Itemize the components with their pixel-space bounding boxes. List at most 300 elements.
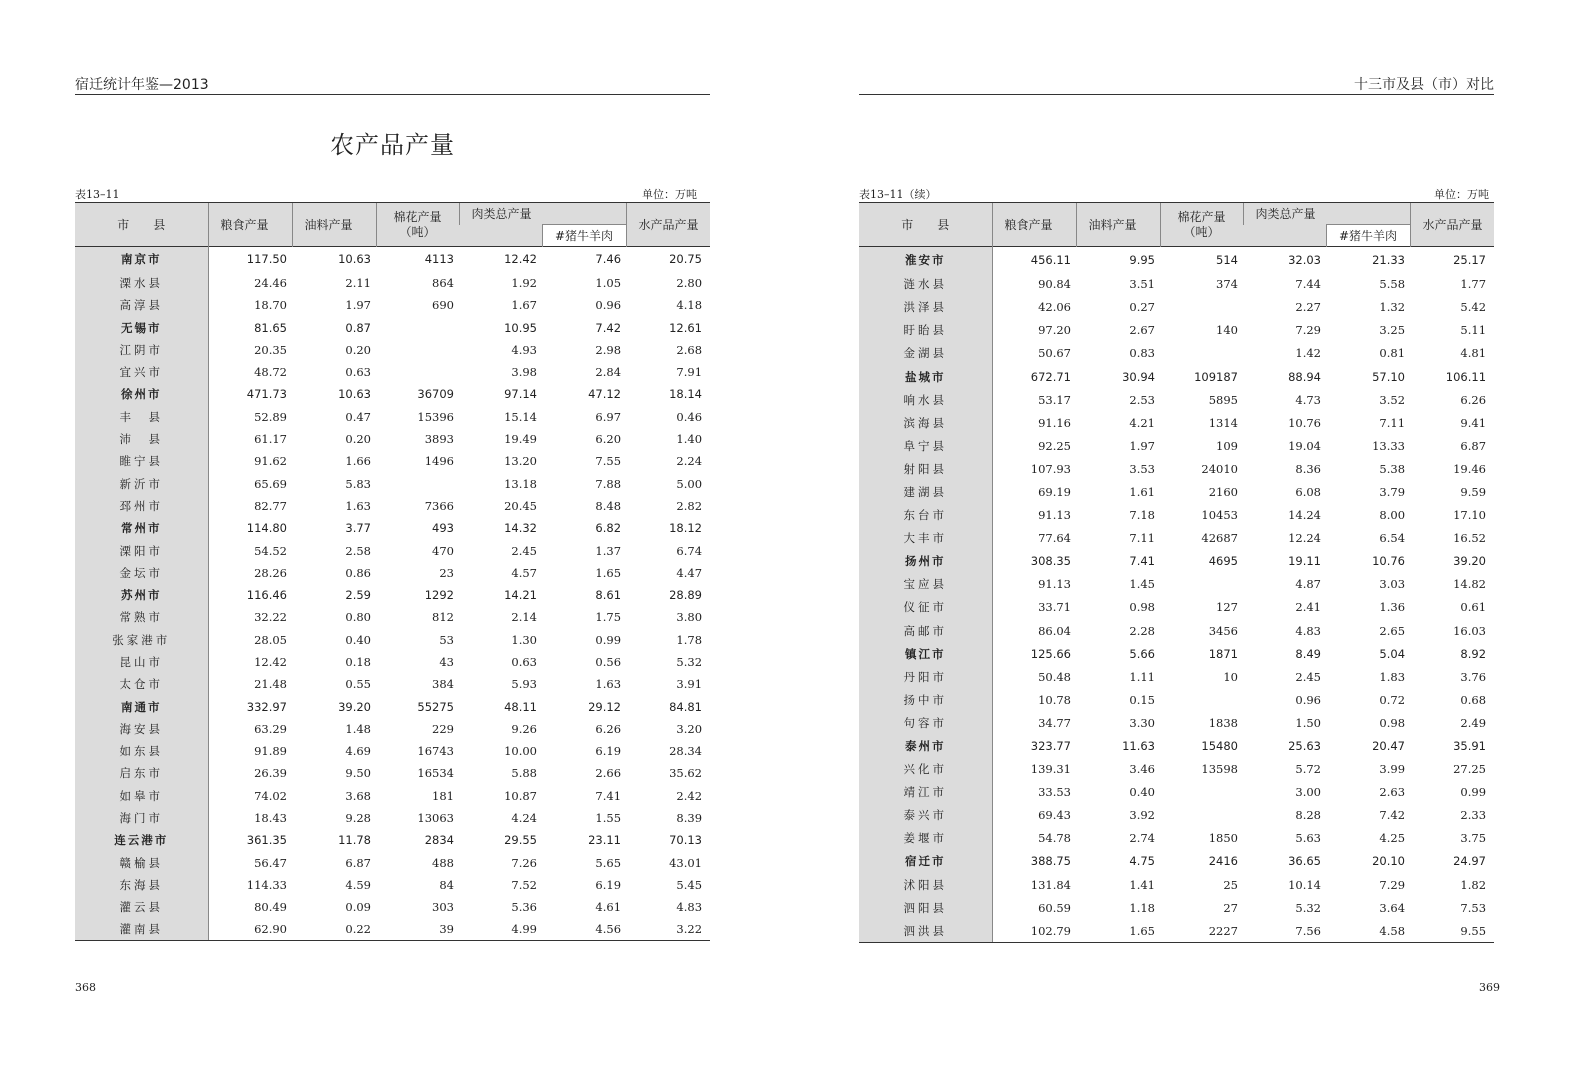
cell-grain: 361.35 xyxy=(246,833,287,848)
cell-grain: 34.77 xyxy=(1038,715,1071,730)
table-row-county xyxy=(859,619,1494,642)
cell-aquatic: 17.10 xyxy=(1453,508,1487,523)
row-name: 响水县 xyxy=(859,388,992,411)
cell-meat: 14.21 xyxy=(504,588,537,603)
table-row-county xyxy=(75,651,710,673)
cell-cotton xyxy=(376,472,459,494)
row-name: 沛 县 xyxy=(75,428,208,450)
row-name: 宜兴市 xyxy=(75,361,208,383)
cell-pork-beef-mutton: 0.72 xyxy=(1379,692,1406,707)
cell-oil: 0.20 xyxy=(345,432,371,447)
running-head-right: 十三市及县（市）对比 xyxy=(1354,77,1494,93)
cell-cotton: 140 xyxy=(1216,323,1238,338)
cell-oil: 1.41 xyxy=(1129,877,1155,892)
cell-pork-beef-mutton: 1.65 xyxy=(595,565,622,580)
cell-cotton xyxy=(1160,573,1243,596)
table-row-city xyxy=(859,642,1494,665)
table-row-city xyxy=(75,695,710,717)
cell-pork-beef-mutton: 4.58 xyxy=(1326,919,1410,942)
table-row-county xyxy=(859,342,1494,365)
cell-cotton: 488 xyxy=(432,855,454,870)
cell-meat: 1.50 xyxy=(1295,715,1321,730)
cell-oil: 4.21 xyxy=(1129,415,1155,430)
cell-cotton xyxy=(376,316,459,338)
cell-meat: 48.11 xyxy=(504,699,537,714)
cell-aquatic: 106.11 xyxy=(1445,369,1487,384)
cell-grain: 54.78 xyxy=(1038,831,1071,846)
cell-oil: 1.61 xyxy=(1129,484,1155,499)
cell-grain: 388.75 xyxy=(1030,854,1071,869)
cell-pork-beef-mutton: 6.19 xyxy=(595,877,622,892)
row-name: 泰州市 xyxy=(859,734,992,757)
right-page xyxy=(793,0,1587,1077)
cell-grain: 91.13 xyxy=(1038,508,1071,523)
cell-cotton: 514 xyxy=(1216,252,1238,267)
table-row-county xyxy=(859,896,1494,919)
table-row-county xyxy=(859,457,1494,480)
cell-pork-beef-mutton: 47.12 xyxy=(588,387,622,402)
table-row-county xyxy=(75,294,710,316)
cell-oil: 1.11 xyxy=(1129,669,1155,684)
cell-aquatic: 16.52 xyxy=(1453,531,1487,546)
table-row-county xyxy=(75,428,710,450)
cell-cotton: 13063 xyxy=(417,811,454,826)
cell-pork-beef-mutton: 6.82 xyxy=(595,521,622,536)
cell-aquatic: 8.39 xyxy=(676,811,703,826)
cell-oil: 3.46 xyxy=(1129,762,1155,777)
cell-pork-beef-mutton: 5.04 xyxy=(1379,646,1406,661)
cell-aquatic: 1.40 xyxy=(676,432,703,447)
table-row-county xyxy=(75,472,710,494)
cell-cotton: 1314 xyxy=(1208,415,1238,430)
header-grain: 粮食产量 xyxy=(992,203,1076,247)
cell-cotton: 3893 xyxy=(424,432,454,447)
header-grain: 粮食产量 xyxy=(208,203,292,247)
cell-aquatic: 3.75 xyxy=(1460,831,1487,846)
table-row-county xyxy=(75,406,710,428)
cell-meat: 0.63 xyxy=(511,654,537,669)
row-name: 如皋市 xyxy=(75,785,208,807)
cell-grain: 18.43 xyxy=(254,811,287,826)
cell-oil: 4.75 xyxy=(1129,854,1155,869)
row-name: 启东市 xyxy=(75,762,208,784)
cell-pork-beef-mutton: 0.81 xyxy=(1379,346,1406,361)
cell-grain: 24.46 xyxy=(254,275,287,290)
cell-oil: 0.20 xyxy=(345,342,371,357)
cell-aquatic: 5.42 xyxy=(1460,300,1487,315)
cell-grain: 82.77 xyxy=(254,498,287,513)
table-row-county xyxy=(75,762,710,784)
header-meat: 肉类总产量 xyxy=(1243,203,1410,225)
cell-cotton: 7366 xyxy=(424,498,454,513)
cell-aquatic: 35.62 xyxy=(669,766,703,781)
cell-grain: 81.65 xyxy=(254,320,287,335)
cell-pork-beef-mutton: 57.10 xyxy=(1372,369,1406,384)
cell-aquatic: 35.91 xyxy=(1453,739,1487,754)
cell-aquatic: 6.26 xyxy=(1460,392,1487,407)
cell-grain: 26.39 xyxy=(254,766,287,781)
cell-aquatic: 3.80 xyxy=(676,610,703,625)
row-name: 大丰市 xyxy=(859,527,992,550)
cell-oil: 0.40 xyxy=(1129,785,1155,800)
row-name: 泗阳县 xyxy=(859,896,992,919)
header-cotton-line2: （吨） xyxy=(1183,224,1220,239)
cell-meat: 10.87 xyxy=(504,788,537,803)
cell-oil: 9.50 xyxy=(345,766,371,781)
header-cotton xyxy=(1160,203,1243,247)
cell-grain: 12.42 xyxy=(254,654,287,669)
cell-meat: 3.98 xyxy=(511,365,537,380)
cell-cotton: 15480 xyxy=(1201,739,1238,754)
row-name: 昆山市 xyxy=(75,651,208,673)
cell-meat: 19.04 xyxy=(1288,438,1321,453)
running-head-left: 宿迁统计年鉴—2013 xyxy=(75,77,209,93)
cell-cotton: 1850 xyxy=(1208,831,1238,846)
cell-cotton: 127 xyxy=(1216,600,1238,615)
row-name: 灌南县 xyxy=(75,918,208,940)
cell-cotton: 10453 xyxy=(1201,508,1238,523)
row-name: 江阴市 xyxy=(75,339,208,361)
cell-pork-beef-mutton: 3.52 xyxy=(1379,392,1406,407)
cell-cotton: 39 xyxy=(376,918,459,940)
cell-pork-beef-mutton: 1.63 xyxy=(595,677,622,692)
table-row-county xyxy=(859,388,1494,411)
table-row-county xyxy=(75,361,710,383)
cell-pork-beef-mutton: 6.54 xyxy=(1379,531,1406,546)
cell-pork-beef-mutton: 5.38 xyxy=(1379,461,1406,476)
cell-aquatic: 5.11 xyxy=(1460,323,1487,338)
cell-cotton xyxy=(1160,296,1243,319)
cell-cotton: 303 xyxy=(432,900,454,915)
cell-pork-beef-mutton: 8.48 xyxy=(595,498,622,513)
cell-pork-beef-mutton: 1.83 xyxy=(1379,669,1406,684)
cell-oil: 3.77 xyxy=(345,521,371,536)
cell-pork-beef-mutton: 3.03 xyxy=(1379,577,1406,592)
cell-aquatic: 7.91 xyxy=(676,365,703,380)
cell-meat: 5.32 xyxy=(1295,900,1321,915)
table-row-county xyxy=(75,272,710,294)
cell-aquatic: 0.46 xyxy=(676,409,703,424)
cell-cotton: 864 xyxy=(432,275,454,290)
cell-oil: 0.22 xyxy=(292,918,376,940)
cell-aquatic: 7.53 xyxy=(1460,900,1487,915)
cell-grain: 50.48 xyxy=(1038,669,1071,684)
table-row-county xyxy=(859,665,1494,688)
header-pork-beef-mutton: #猪牛羊肉 xyxy=(1326,225,1410,247)
row-name: 丰 县 xyxy=(75,406,208,428)
cell-cotton xyxy=(376,361,459,383)
cell-pork-beef-mutton: 7.88 xyxy=(595,476,622,491)
cell-cotton: 15396 xyxy=(417,409,454,424)
cell-pork-beef-mutton: 7.42 xyxy=(595,320,622,335)
cell-grain: 53.17 xyxy=(1038,392,1071,407)
cell-meat: 12.42 xyxy=(504,252,537,267)
row-name: 泰兴市 xyxy=(859,804,992,827)
table-row-county xyxy=(859,319,1494,342)
cell-aquatic: 2.49 xyxy=(1460,715,1487,730)
cell-cotton: 2416 xyxy=(1208,854,1238,869)
cell-oil: 1.18 xyxy=(1129,900,1155,915)
cell-pork-beef-mutton: 8.00 xyxy=(1379,508,1406,523)
row-name: 赣榆县 xyxy=(75,852,208,874)
table-row-city xyxy=(75,829,710,851)
cell-meat: 10.95 xyxy=(504,320,537,335)
row-name: 姜堰市 xyxy=(859,827,992,850)
cell-pork-beef-mutton: 7.55 xyxy=(595,454,622,469)
cell-oil: 9.95 xyxy=(1129,252,1155,267)
cell-meat: 4.24 xyxy=(511,811,537,826)
cell-grain: 18.70 xyxy=(254,298,287,313)
table-row-county xyxy=(75,874,710,896)
table-row-county xyxy=(859,434,1494,457)
cell-meat: 4.87 xyxy=(1295,577,1321,592)
cell-cotton: 36709 xyxy=(417,387,454,402)
row-name: 南京市 xyxy=(75,247,208,272)
cell-oil: 3.53 xyxy=(1129,461,1155,476)
cell-grain: 63.29 xyxy=(254,721,287,736)
cell-pork-beef-mutton: 2.98 xyxy=(595,342,622,357)
cell-meat: 15.14 xyxy=(504,409,537,424)
header-rule-right xyxy=(859,94,1494,95)
cell-oil: 0.83 xyxy=(1129,346,1155,361)
cell-pork-beef-mutton: 6.19 xyxy=(595,744,622,759)
cell-grain: 86.04 xyxy=(1038,623,1071,638)
cell-meat: 36.65 xyxy=(1288,854,1321,869)
row-name: 常州市 xyxy=(75,517,208,539)
cell-grain: 332.97 xyxy=(246,699,287,714)
cell-grain: 107.93 xyxy=(1030,461,1071,476)
table-row-county xyxy=(75,785,710,807)
cell-grain: 91.13 xyxy=(1038,577,1071,592)
header-city-county: 市 县 xyxy=(859,203,992,247)
table-row-city xyxy=(75,584,710,606)
cell-grain: 139.31 xyxy=(1030,762,1071,777)
cell-aquatic: 0.61 xyxy=(1460,600,1487,615)
cell-pork-beef-mutton: 7.11 xyxy=(1379,415,1406,430)
row-name: 淮安市 xyxy=(859,247,992,273)
cell-aquatic: 25.17 xyxy=(1453,252,1487,267)
cell-aquatic: 1.78 xyxy=(676,632,703,647)
header-city-county: 市 县 xyxy=(75,203,208,247)
cell-meat: 1.30 xyxy=(511,632,537,647)
row-name: 苏州市 xyxy=(75,584,208,606)
cell-grain: 471.73 xyxy=(246,387,287,402)
cell-aquatic: 24.97 xyxy=(1453,854,1487,869)
row-name: 兴化市 xyxy=(859,758,992,781)
cell-oil: 0.15 xyxy=(1129,692,1155,707)
unit-label-left: 单位：万吨 xyxy=(642,188,697,201)
row-name: 溧阳市 xyxy=(75,539,208,561)
cell-oil: 1.66 xyxy=(345,454,371,469)
cell-oil: 5.66 xyxy=(1129,646,1155,661)
row-name: 仪征市 xyxy=(859,596,992,619)
cell-oil: 0.63 xyxy=(345,365,371,380)
cell-pork-beef-mutton: 0.96 xyxy=(595,298,622,313)
row-name: 阜宁县 xyxy=(859,434,992,457)
row-name: 宝应县 xyxy=(859,573,992,596)
header-meat-spacer xyxy=(1243,225,1326,247)
cell-oil: 0.55 xyxy=(345,677,371,692)
cell-pork-beef-mutton: 0.99 xyxy=(595,632,622,647)
cell-pork-beef-mutton: 10.76 xyxy=(1372,554,1406,569)
table-row-county xyxy=(75,629,710,651)
cell-aquatic: 0.68 xyxy=(1460,692,1487,707)
cell-meat: 13.20 xyxy=(504,454,537,469)
row-name: 金湖县 xyxy=(859,342,992,365)
cell-aquatic: 70.13 xyxy=(669,833,703,848)
cell-cotton xyxy=(1160,804,1243,827)
cell-cotton: 1496 xyxy=(424,454,454,469)
cell-pork-beef-mutton: 8.61 xyxy=(595,588,622,603)
cell-aquatic: 3.20 xyxy=(676,721,703,736)
table-row-county xyxy=(859,781,1494,804)
table-row-county xyxy=(859,827,1494,850)
cell-aquatic: 2.68 xyxy=(676,342,703,357)
cell-meat: 7.29 xyxy=(1295,323,1321,338)
cell-cotton: 13598 xyxy=(1201,762,1238,777)
cell-oil: 1.63 xyxy=(345,498,371,513)
cell-grain: 28.26 xyxy=(254,565,287,580)
cell-oil: 39.20 xyxy=(338,699,371,714)
cell-pork-beef-mutton: 7.42 xyxy=(1379,808,1406,823)
cell-pork-beef-mutton: 20.10 xyxy=(1372,854,1406,869)
cell-pork-beef-mutton: 1.55 xyxy=(595,811,622,826)
cell-oil: 11.63 xyxy=(1122,739,1155,754)
row-name: 海门市 xyxy=(75,807,208,829)
cell-cotton: 43 xyxy=(439,654,454,669)
cell-meat: 6.08 xyxy=(1295,484,1321,499)
row-name: 邳州市 xyxy=(75,495,208,517)
cell-oil: 2.67 xyxy=(1129,323,1155,338)
cell-aquatic: 28.34 xyxy=(669,744,703,759)
table-row-city xyxy=(75,517,710,539)
cell-oil: 0.87 xyxy=(345,320,371,335)
cell-cotton: 2834 xyxy=(424,833,454,848)
cell-meat: 4.57 xyxy=(511,565,537,580)
cell-grain: 50.67 xyxy=(1038,346,1071,361)
cell-meat: 13.18 xyxy=(504,476,537,491)
cell-aquatic: 18.12 xyxy=(669,521,703,536)
cell-oil: 2.28 xyxy=(1129,623,1155,638)
cell-aquatic: 2.80 xyxy=(676,275,703,290)
row-name: 睢宁县 xyxy=(75,450,208,472)
cell-cotton: 5895 xyxy=(1208,392,1238,407)
cell-oil: 3.51 xyxy=(1129,277,1155,292)
cell-meat: 32.03 xyxy=(1288,252,1321,267)
row-name: 灌云县 xyxy=(75,896,208,918)
cell-meat: 7.26 xyxy=(511,855,537,870)
row-name: 沭阳县 xyxy=(859,873,992,896)
row-name: 高邮市 xyxy=(859,619,992,642)
cell-pork-beef-mutton: 6.97 xyxy=(595,409,622,424)
cell-grain: 116.46 xyxy=(246,588,287,603)
cell-aquatic: 2.24 xyxy=(676,454,703,469)
table-row-city xyxy=(75,383,710,405)
row-name: 太仓市 xyxy=(75,673,208,695)
cell-grain: 69.19 xyxy=(1038,484,1071,499)
cell-meat: 1.92 xyxy=(511,275,537,290)
cell-pork-beef-mutton: 1.05 xyxy=(595,275,622,290)
cell-meat: 10.00 xyxy=(504,744,537,759)
cell-aquatic: 19.46 xyxy=(1453,461,1487,476)
row-name: 镇江市 xyxy=(859,642,992,665)
cell-meat: 10.14 xyxy=(1288,877,1321,892)
cell-pork-beef-mutton: 23.11 xyxy=(588,833,622,848)
cell-meat: 9.26 xyxy=(511,721,537,736)
cell-cotton: 690 xyxy=(432,298,454,313)
cell-cotton: 84 xyxy=(439,877,454,892)
table-row-city xyxy=(859,734,1494,757)
row-name: 句容市 xyxy=(859,711,992,734)
cell-aquatic: 27.25 xyxy=(1453,762,1487,777)
page-number-right: 369 xyxy=(1479,981,1500,994)
cell-oil: 1.97 xyxy=(345,298,371,313)
cell-meat: 10.76 xyxy=(1288,415,1321,430)
cell-aquatic: 8.92 xyxy=(1460,646,1487,661)
cell-oil: 0.86 xyxy=(345,565,371,580)
table-row-county xyxy=(75,539,710,561)
cell-meat: 1.42 xyxy=(1295,346,1321,361)
cell-grain: 77.64 xyxy=(1038,531,1071,546)
table-row-county xyxy=(859,296,1494,319)
row-name: 靖江市 xyxy=(859,781,992,804)
cell-pork-beef-mutton: 2.66 xyxy=(595,766,622,781)
table-row-county xyxy=(859,573,1494,596)
cell-oil: 7.41 xyxy=(1129,554,1155,569)
cell-pork-beef-mutton: 7.46 xyxy=(595,252,622,267)
cell-pork-beef-mutton: 3.25 xyxy=(1379,323,1406,338)
cell-grain: 323.77 xyxy=(1030,739,1071,754)
cell-aquatic: 1.77 xyxy=(1460,277,1487,292)
cell-grain: 21.48 xyxy=(254,677,287,692)
cell-pork-beef-mutton: 1.32 xyxy=(1379,300,1406,315)
row-name: 扬中市 xyxy=(859,688,992,711)
cell-meat: 8.49 xyxy=(1295,646,1321,661)
cell-meat: 2.41 xyxy=(1295,600,1321,615)
row-name: 建湖县 xyxy=(859,480,992,503)
cell-oil: 2.53 xyxy=(1129,392,1155,407)
cell-cotton: 1838 xyxy=(1208,715,1238,730)
cell-oil: 1.48 xyxy=(345,721,371,736)
cell-oil: 10.63 xyxy=(338,252,371,267)
cell-cotton: 1871 xyxy=(1208,646,1238,661)
header-oil: 油料产量 xyxy=(292,203,376,247)
cell-oil: 0.18 xyxy=(345,654,371,669)
cell-pork-beef-mutton: 1.75 xyxy=(595,610,622,625)
cell-pork-beef-mutton: 0.56 xyxy=(595,654,622,669)
row-name: 徐州市 xyxy=(75,383,208,405)
cell-aquatic: 28.89 xyxy=(669,588,703,603)
row-name: 泗洪县 xyxy=(859,919,992,942)
cell-cotton: 42687 xyxy=(1201,531,1238,546)
cell-aquatic: 2.33 xyxy=(1460,808,1487,823)
cell-grain: 33.53 xyxy=(1038,785,1071,800)
table-row-county xyxy=(75,339,710,361)
cell-pork-beef-mutton: 29.12 xyxy=(588,699,622,714)
cell-meat: 2.14 xyxy=(511,610,537,625)
cell-grain: 97.20 xyxy=(1038,323,1071,338)
cell-pork-beef-mutton: 2.84 xyxy=(595,365,622,380)
cell-cotton xyxy=(376,339,459,361)
cell-grain: 56.47 xyxy=(254,855,287,870)
cell-grain: 91.89 xyxy=(254,744,287,759)
table-row-city xyxy=(859,850,1494,873)
cell-oil: 0.80 xyxy=(345,610,371,625)
cell-pork-beef-mutton: 5.65 xyxy=(595,855,622,870)
header-aquatic: 水产品产量 xyxy=(626,203,710,247)
cell-pork-beef-mutton: 21.33 xyxy=(1372,252,1406,267)
cell-oil: 10.63 xyxy=(338,387,371,402)
